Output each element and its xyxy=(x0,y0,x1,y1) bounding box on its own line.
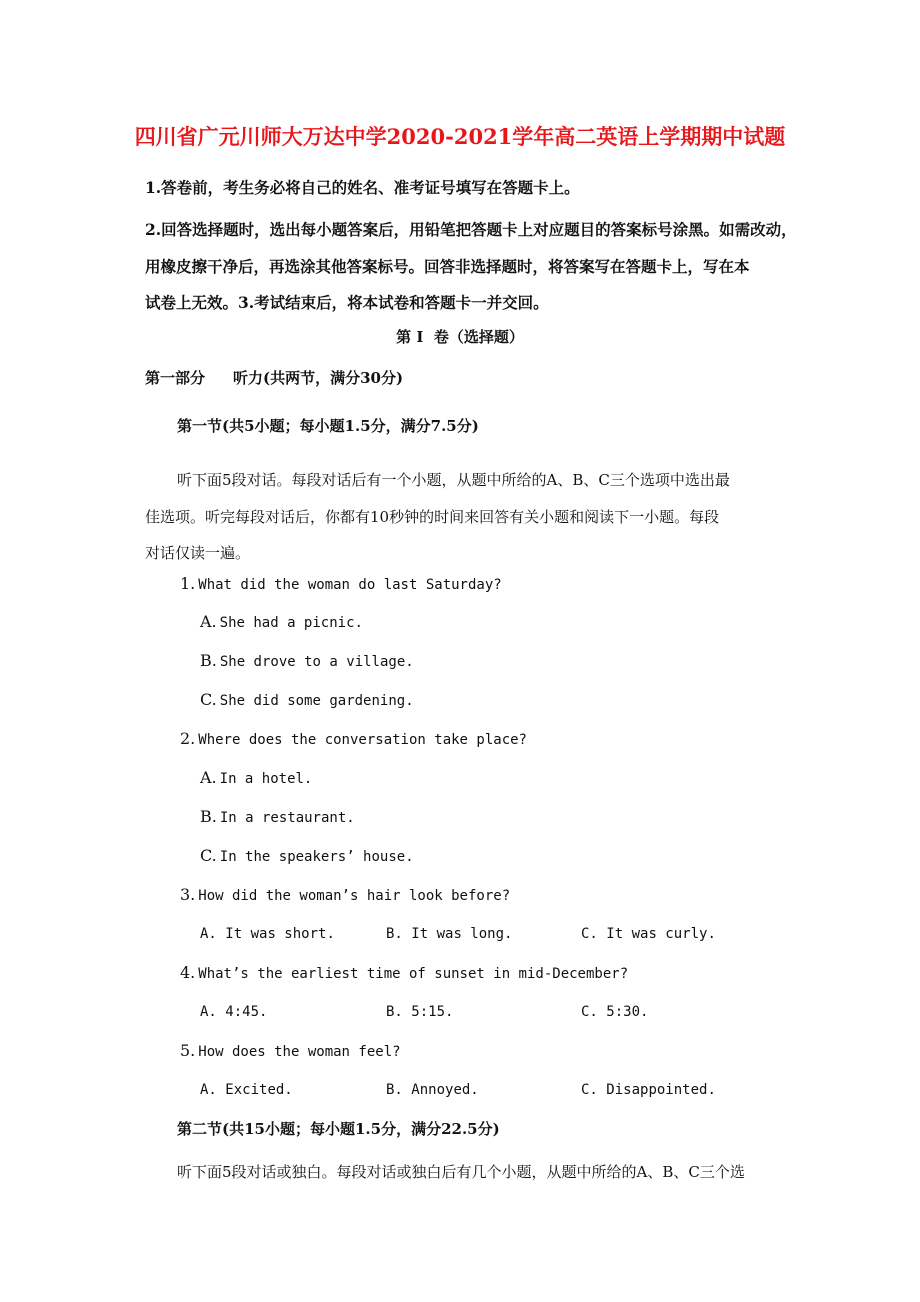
section-2-instruction-line-1: 听下面5段对话或独白。每段对话或独白后有几个小题，从题中所给的A、B、C三个选 xyxy=(177,1163,745,1181)
section-1-instruction-line-2: 佳选项。听完每段对话后，你都有10秒钟的时间来回答有关小题和阅读下一小题。每段 xyxy=(145,508,720,526)
section-1-heading: 第一节(共5小题；每小题1.5分，满分7.5分) xyxy=(177,417,479,435)
option-label: A. xyxy=(200,926,217,942)
question-5-option-c xyxy=(581,1082,716,1098)
option-text: It was curly. xyxy=(606,926,716,942)
question-number: 2. xyxy=(180,729,196,748)
option-text: 4:45. xyxy=(225,1004,268,1020)
option-text: In a restaurant. xyxy=(219,810,355,826)
option-text: In a hotel. xyxy=(219,771,313,787)
question-text: What did the woman do last Saturday? xyxy=(198,577,502,593)
option-label: C. xyxy=(200,690,217,709)
question-1-option-c xyxy=(200,690,414,709)
question-5-option-b xyxy=(386,1082,479,1098)
question-1 xyxy=(180,574,502,593)
part-1-heading xyxy=(145,367,403,388)
option-text: Annoyed. xyxy=(411,1082,479,1098)
question-number: 1. xyxy=(180,574,196,593)
question-number: 3. xyxy=(180,885,196,904)
section-2-heading: 第二节(共15小题；每小题1.5分，满分22.5分) xyxy=(177,1120,500,1138)
option-text: In the speakers’ house. xyxy=(219,849,414,865)
option-text: 5:30. xyxy=(606,1004,649,1020)
page-title: 四川省广元川师大万达中学2020-2021学年高二英语上学期期中试题 xyxy=(134,124,786,149)
question-4-option-c xyxy=(581,1004,648,1020)
note-1: 1.答卷前，考生务必将自己的姓名、准考证号填写在答题卡上。 xyxy=(145,178,580,197)
question-1-option-a xyxy=(200,612,363,631)
option-text: Disappointed. xyxy=(606,1082,716,1098)
part-1-label: 第一部分 xyxy=(145,369,206,387)
option-label: C. xyxy=(581,1004,598,1020)
question-text: Where does the conversation take place? xyxy=(198,732,527,748)
option-text: It was long. xyxy=(411,926,513,942)
note-2-line-3: 试卷上无效。3.考试结束后，将本试卷和答题卡一并交回。 xyxy=(145,293,549,312)
question-4-option-b xyxy=(386,1004,453,1020)
option-text: She had a picnic. xyxy=(219,615,363,631)
option-label: C. xyxy=(200,846,217,865)
option-label: A. xyxy=(200,1004,217,1020)
question-3 xyxy=(180,885,510,904)
section-1-instruction-line-1: 听下面5段对话。每段对话后有一个小题，从题中所给的A、B、C三个选项中选出最 xyxy=(177,471,730,489)
question-5 xyxy=(180,1041,401,1060)
option-label: B. xyxy=(200,807,217,826)
option-text: 5:15. xyxy=(411,1004,454,1020)
option-label: B. xyxy=(386,926,403,942)
section-1-instruction-line-3: 对话仅读一遍。 xyxy=(145,544,251,562)
question-4 xyxy=(180,963,628,982)
question-3-option-c xyxy=(581,926,716,942)
note-2-line-1: 2.回答选择题时，选出每小题答案后，用铅笔把答题卡上对应题目的答案标号涂黑。如需改动， xyxy=(145,220,797,239)
option-label: A. xyxy=(200,612,217,631)
question-2-option-a xyxy=(200,768,312,787)
question-4-option-a xyxy=(200,1004,267,1020)
option-text: She drove to a village. xyxy=(219,654,414,670)
option-text: Excited. xyxy=(225,1082,293,1098)
question-text: How did the woman’s hair look before? xyxy=(198,888,511,904)
option-label: B. xyxy=(386,1004,403,1020)
question-5-option-a xyxy=(200,1082,293,1098)
volume-heading: 第 I 卷（选择题） xyxy=(396,328,524,346)
question-text: How does the woman feel? xyxy=(198,1044,401,1060)
question-2-option-c xyxy=(200,846,414,865)
option-label: C. xyxy=(581,1082,598,1098)
question-1-option-b xyxy=(200,651,414,670)
option-label: A. xyxy=(200,768,217,787)
option-label: B. xyxy=(386,1082,403,1098)
question-number: 4. xyxy=(180,963,196,982)
question-text: What’s the earliest time of sunset in mid-December? xyxy=(198,966,629,982)
part-1-name: 听力(共两节，满分30分) xyxy=(233,369,404,387)
question-2-option-b xyxy=(200,807,355,826)
option-label: B. xyxy=(200,651,217,670)
question-3-option-a xyxy=(200,926,335,942)
note-2-line-2: 用橡皮擦干净后，再选涂其他答案标号。回答非选择题时，将答案写在答题卡上，写在本 xyxy=(145,257,750,276)
question-2 xyxy=(180,729,527,748)
question-3-option-b xyxy=(386,926,512,942)
question-number: 5. xyxy=(180,1041,196,1060)
option-text: It was short. xyxy=(225,926,335,942)
option-label: C. xyxy=(581,926,598,942)
option-text: She did some gardening. xyxy=(219,693,414,709)
option-label: A. xyxy=(200,1082,217,1098)
